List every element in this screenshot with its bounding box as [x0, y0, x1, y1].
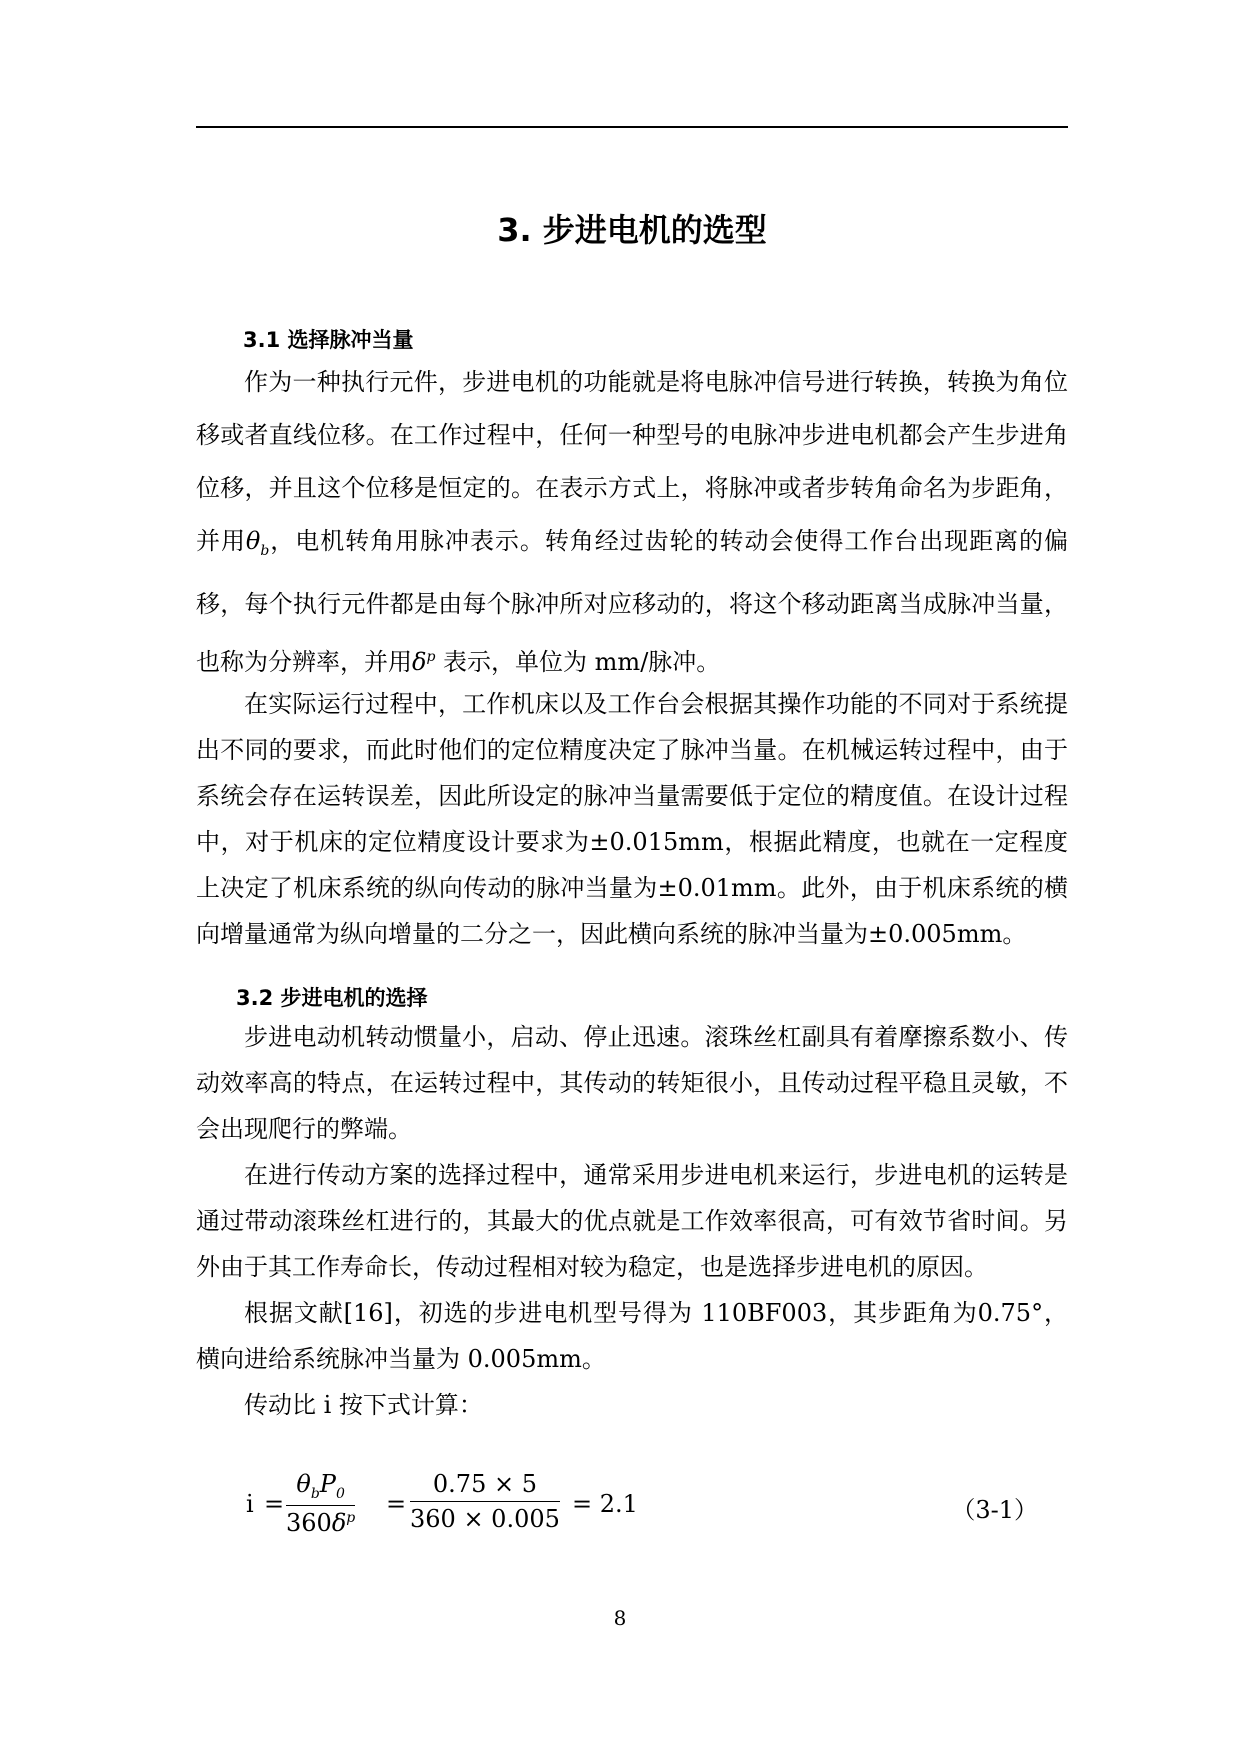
- theta-subscript: b: [260, 542, 270, 559]
- equals-sign: =: [386, 1490, 407, 1518]
- fraction-numeric: [410, 1470, 560, 1533]
- paragraph-motor-model: 根据文献[16]，初选的步进电机型号得为 110BF003，其步距角为0.75°，横向进给系统脉冲当量为 0.005mm。: [196, 1299, 1068, 1373]
- page-number: 8: [613, 1606, 627, 1630]
- paragraph-motor-inertia: 步进电动机转动惯量小，启动、停止迅速。滚珠丝杠副具有着摩擦系数小、传动效率高的特点，在运转过程中，其传动的转矩很小，且传动过程平稳且灵敏，不会出现爬行的弊端。: [196, 1023, 1068, 1143]
- delta-superscript: p: [346, 1509, 356, 1526]
- header-rule: [196, 126, 1068, 128]
- equals-sign: =: [264, 1490, 285, 1518]
- p-subscript: 0: [335, 1485, 345, 1502]
- paragraph-text: 作为一种执行元件，步进电机的功能就是将电脉冲信号进行转换，转换为角位移或者直线位移。在工作过程中，任何一种型号的电脉冲步进电机都会产生步进角位移，并且这个位移是恒定的。在表示方式上，将脉冲或者步转角命名为步距角，并用: [196, 368, 1068, 555]
- equation-3-1: [246, 1470, 1068, 1550]
- delta-symbol: δ: [412, 647, 427, 676]
- paragraph-ratio-intro: 传动比 i 按下式计算：: [244, 1391, 483, 1419]
- denominator-number: 360: [286, 1508, 332, 1537]
- equation-label: （3-1）: [951, 1496, 1038, 1524]
- paragraph-drive-scheme: 在进行传动方案的选择过程中，通常采用步进电机来运行，步进电机的运转是通过带动滚珠丝杠进行的，其最大的优点就是工作效率很高，可有效节省时间。另外由于其工作寿命长，传动过程相对较为稳定，也是选择步进电机的原因。: [196, 1161, 1068, 1281]
- paragraph-positioning-accuracy: 在实际运行过程中，工作机床以及工作台会根据其操作功能的不同对于系统提出不同的要求，而此时他们的定位精度决定了脉冲当量。在机械运转过程中，由于系统会存在运转误差，因此所设定的脉冲当量需要低于定位的精度值。在设计过程中，对于机床的定位精度设计要求为±0.015mm，根据此精度，也就在一定程度上决定了机床系统的纵向传动的脉冲当量为±0.01mm。此外，由于机床系统的横向增量通常为纵向增量的二分之一，因此横向系统的脉冲当量为±0.005mm。: [196, 690, 1068, 948]
- section-title-3-1: 3.1 选择脉冲当量: [243, 328, 414, 352]
- fraction-denominator: 360 × 0.005: [410, 1505, 560, 1533]
- delta-symbol: δ: [331, 1508, 347, 1537]
- theta-symbol: θ: [296, 1470, 311, 1498]
- equation-lhs: i: [246, 1490, 254, 1518]
- theta-symbol: θ: [245, 527, 261, 555]
- paragraph-text: 表示，单位为 mm/脉冲。: [435, 647, 721, 676]
- delta-superscript: p: [426, 648, 436, 665]
- fraction-symbolic: [286, 1470, 355, 1537]
- equation-result: = 2.1: [572, 1490, 638, 1518]
- paragraph-pulse-equivalent: [196, 356, 1068, 689]
- chapter-title: 3. 步进电机的选型: [497, 211, 767, 249]
- fraction-denominator: [286, 1506, 355, 1537]
- paragraph-text: ，电机转角用脉冲表示。转角经过齿轮的转动会使得工作台出现距离的偏移，每个执行元件都是由每个脉冲所对应移动的，将这个移动距离当成脉冲当量，也称为分辨率，并用: [196, 527, 1069, 676]
- p-symbol: P: [319, 1470, 336, 1498]
- fraction-numerator: [286, 1470, 355, 1506]
- theta-subscript: b: [310, 1485, 320, 1502]
- fraction-numerator: 0.75 × 5: [410, 1470, 560, 1502]
- section-title-3-2: 3.2 步进电机的选择: [236, 986, 428, 1010]
